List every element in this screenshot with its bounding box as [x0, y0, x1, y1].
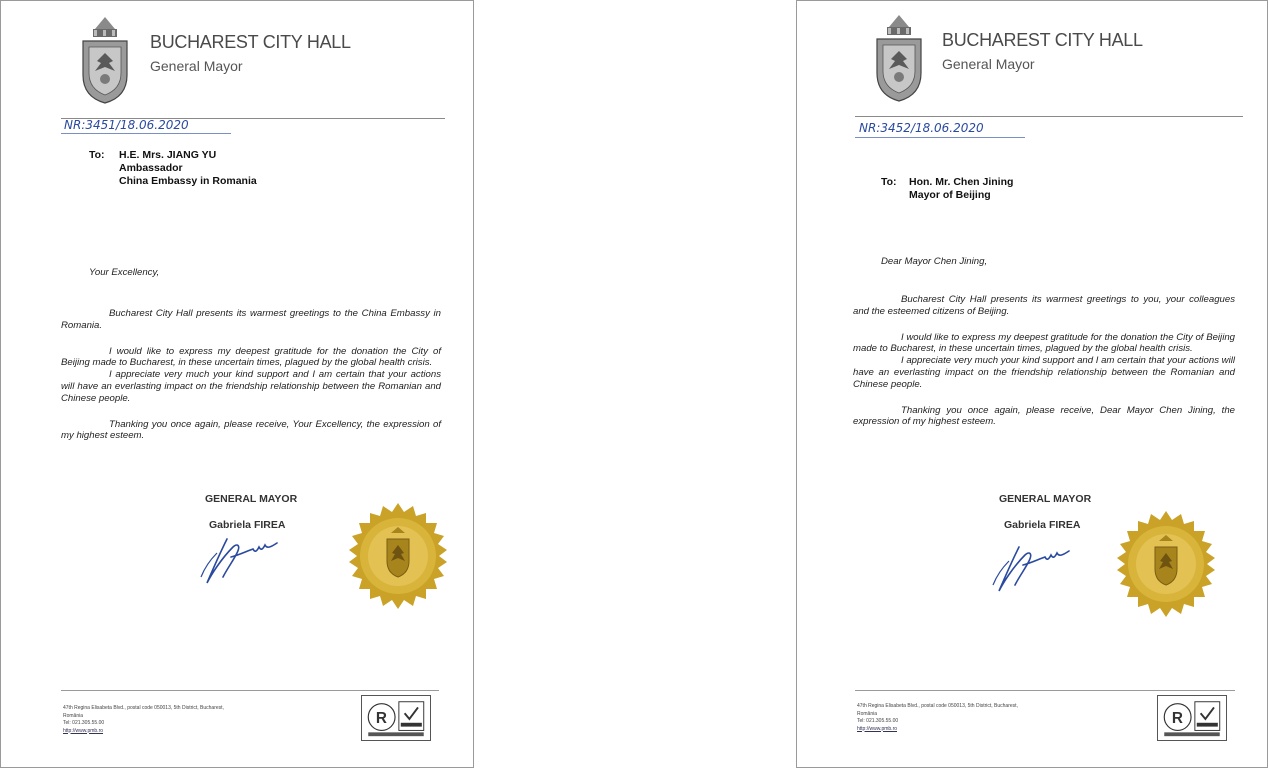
recipient-block [119, 149, 257, 188]
signature-mark [989, 541, 1079, 593]
footer-phone: Tel: 021.305.55.00 [63, 720, 105, 726]
recipient-line: Mayor of Beijing [909, 189, 991, 201]
body-paragraph: I would like to express my deepest gratitude for the donation the City of Beijing made to Bucharest, in these uncertain times, plagued by the global health crisis. [853, 331, 1235, 355]
golden-seal-icon [1111, 509, 1221, 619]
organization-name: BUCHAREST CITY HALL [150, 32, 351, 52]
body-paragraph: Thanking you once again, please receive, Dear Mayor Chen Jining, the expression of my highest esteem. [853, 404, 1235, 428]
reference-underline [855, 137, 1025, 138]
signatory-name: Gabriela FIREA [209, 519, 286, 531]
salutation: Your Excellency, [89, 267, 160, 278]
bucharest-crest-icon [875, 11, 923, 103]
recipient-line: Hon. Mr. Chen Jining [909, 176, 1014, 188]
letter-page-embassy [0, 0, 474, 768]
header-divider [855, 116, 1243, 117]
footer-website[interactable]: http://www.pmb.ro [63, 727, 104, 734]
golden-seal-icon [343, 501, 453, 611]
signatory-title: GENERAL MAYOR [205, 493, 298, 505]
footer-address: 47th Regina Elisabeta Blvd., postal code 050013, 5th District, Bucharest, [63, 705, 224, 711]
svg-text:R: R [375, 709, 387, 727]
department-name: General Mayor [942, 56, 1035, 72]
footer-contact [63, 705, 224, 735]
body-paragraph: I appreciate very much your kind support and I am certain that your actions will have an everlasting impact on the friendship relationship between the Romanian and Chinese people. [61, 369, 441, 404]
letter-body [853, 294, 1235, 428]
svg-text:R: R [1171, 709, 1183, 727]
footer-address: 47th Regina Elisabeta Blvd., postal code 050013, 5th District, Bucharest, [857, 703, 1018, 709]
recipient-line: Ambassador [119, 162, 183, 174]
to-label: To: [89, 149, 105, 161]
signatory-title: GENERAL MAYOR [999, 493, 1092, 505]
department-name: General Mayor [150, 58, 243, 74]
bucharest-crest-icon [81, 13, 129, 105]
reference-number: NR:3452/18.06.2020 [859, 121, 984, 135]
footer-country: România [63, 712, 84, 719]
footer-divider [855, 690, 1235, 691]
salutation: Dear Mayor Chen Jining, [881, 256, 988, 267]
organization-name: BUCHAREST CITY HALL [942, 30, 1143, 50]
body-paragraph: I would like to express my deepest gratitude for the donation the City of Beijing made to Bucharest, in these uncertain times, plagued by the global health crisis. [61, 345, 441, 369]
footer-phone: Tel: 021.305.55.00 [857, 718, 899, 724]
signatory-name: Gabriela FIREA [1004, 519, 1081, 531]
body-paragraph: Thanking you once again, please receive, Your Excellency, the expression of my highest esteem. [61, 418, 441, 442]
body-paragraph: I appreciate very much your kind support and I am certain that your actions will have an everlasting impact on the friendship relationship between the Romanian and Chinese people. [853, 355, 1235, 390]
recipient-line: China Embassy in Romania [119, 175, 257, 187]
footer-country: România [857, 710, 878, 717]
recipient-block [909, 176, 1013, 202]
to-label: To: [881, 176, 897, 188]
iso-certification-icon [1157, 695, 1227, 741]
iso-certification-icon [361, 695, 431, 741]
reference-underline [61, 133, 231, 134]
footer-contact [857, 703, 1018, 733]
letter-body [61, 308, 441, 442]
footer-divider [61, 690, 439, 691]
body-paragraph: Bucharest City Hall presents its warmest greetings to the China Embassy in Romania. [61, 308, 441, 331]
body-paragraph: Bucharest City Hall presents its warmest greetings to you, your colleagues and the esteemed citizens of Beijing. [853, 294, 1235, 317]
signature-mark [197, 533, 287, 585]
footer-website[interactable]: http://www.pmb.ro [857, 725, 898, 732]
letter-page-mayor [796, 0, 1268, 768]
recipient-line: H.E. Mrs. JIANG YU [119, 149, 217, 161]
reference-number: NR:3451/18.06.2020 [64, 118, 189, 132]
